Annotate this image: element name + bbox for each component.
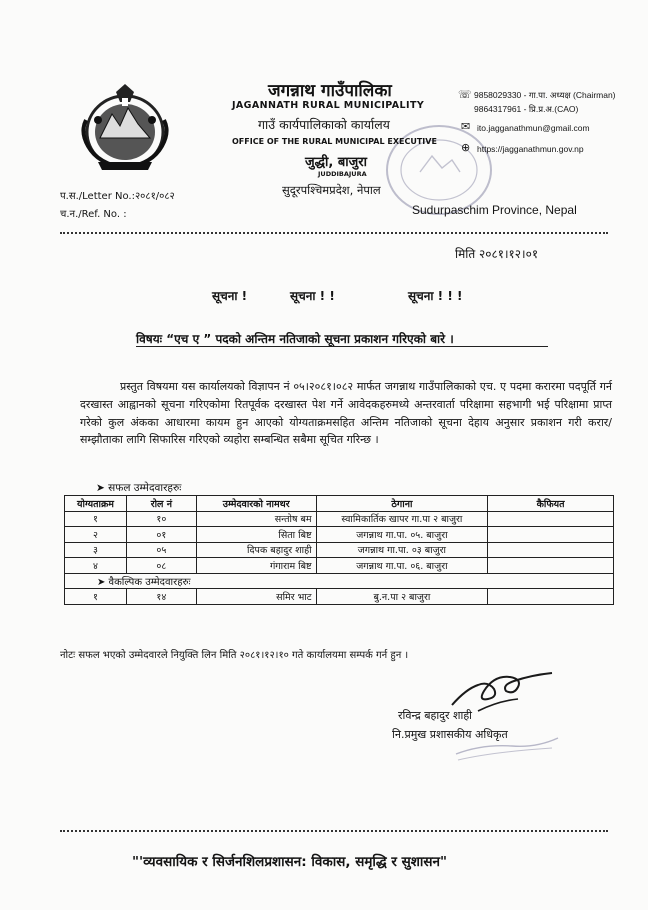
place-en: JUDDIBAJURA <box>318 170 367 178</box>
cell-name: समिर भाट <box>196 589 316 605</box>
cell-remarks <box>488 511 614 527</box>
cell-rank: १ <box>65 589 127 605</box>
cell-roll: ०१ <box>126 527 196 543</box>
place-np: जुद्धी, बाजुरा <box>305 155 367 170</box>
phone-icon: ☏ <box>458 88 472 101</box>
cell-address: बु.न.पा २ बाजुरा <box>316 589 488 605</box>
cell-roll: ०५ <box>126 542 196 558</box>
province-en: Sudurpaschim Province, Nepal <box>412 203 577 217</box>
cell-name: गंगाराम बिष्ट <box>196 558 316 574</box>
signatory-name: रविन्द्र बहादुर शाही <box>398 709 473 722</box>
cell-remarks <box>488 527 614 543</box>
subject-line: विषयः “एच ए ” पदको अन्तिम नतिजाको सूचना प्रकाशन गरिएको बारे । <box>136 332 454 346</box>
cell-name: दिपक बहादुर शाही <box>196 542 316 558</box>
table-row <box>65 511 614 527</box>
cell-address: स्वामिकार्तिक खापर गा.पा २ बाजुरा <box>316 511 488 527</box>
website-text: https://jagganathmun.gov.np <box>477 144 584 154</box>
cell-name: सिता बिष्ट <box>196 527 316 543</box>
table-row <box>65 542 614 558</box>
results-table <box>64 495 614 605</box>
province-np: सुदूरपश्चिमप्रदेश, नेपाल <box>282 183 381 197</box>
footer-divider <box>60 830 608 832</box>
cell-rank: २ <box>65 527 127 543</box>
cell-remarks <box>488 558 614 574</box>
office-name-np: गाउँ कार्यपालिकाको कार्यालय <box>258 117 390 132</box>
header-roll: रोल नं <box>126 496 196 512</box>
phone-chairman: 9858029330 - गा.पा. अध्यक्ष (Chairman) <box>474 90 616 100</box>
cell-roll: १० <box>126 511 196 527</box>
alternate-candidates-heading: ➤ वैकल्पिक उम्मेदवारहरुः <box>65 573 614 589</box>
table-row <box>65 558 614 574</box>
table-row <box>65 589 614 605</box>
letter-date: मिति २०८१।१२।०१ <box>455 247 539 261</box>
footer-slogan: "'व्यवसायिक र सिर्जनशिलप्रशासन: विकास, समृद्धि र सुशासन" <box>132 854 448 870</box>
email-text: ito.jagganathmun@gmail.com <box>477 123 590 133</box>
cell-roll: १४ <box>126 589 196 605</box>
notice-heading-3: सूचना ! ! ! <box>408 289 463 303</box>
cell-name: सन्तोष बम <box>196 511 316 527</box>
nepal-emblem-icon <box>78 80 172 174</box>
designation-stamp <box>452 732 562 762</box>
cell-rank: ३ <box>65 542 127 558</box>
municipality-name-en: JAGANNATH RURAL MUNICIPALITY <box>232 100 425 111</box>
phone-cao: 9864317961 - प्रि.प्र.अ.(CAO) <box>474 104 579 114</box>
letter-number: प.स./Letter No.:२०८१/०८२ <box>60 191 175 202</box>
header-address: ठेगाना <box>316 496 488 512</box>
cell-roll: ०८ <box>126 558 196 574</box>
alternate-heading-row <box>65 573 614 589</box>
cell-remarks <box>488 589 614 605</box>
cell-address: जगन्नाथ गा.पा. ०३ बाजुरा <box>316 542 488 558</box>
subject-underline <box>136 346 548 347</box>
note-text: नोटः सफल भएको उम्मेदवारले नियुक्ति लिन मिति २०८१।१२।१० गते कार्यालयमा सम्पर्क गर्न हुन । <box>60 650 409 661</box>
cell-address: जगन्नाथ गा.पा. ०५. बाजुरा <box>316 527 488 543</box>
header-divider <box>60 232 608 234</box>
cell-rank: ४ <box>65 558 127 574</box>
header-remarks: कैफियत <box>488 496 614 512</box>
successful-candidates-heading: ➤ सफल उम्मेदवारहरुः <box>96 482 182 494</box>
header-rank: योग्यताक्रम <box>65 496 127 512</box>
notice-heading-2: सूचना ! ! <box>290 289 335 303</box>
email-icon: ✉ <box>461 120 471 133</box>
table-row <box>65 527 614 543</box>
globe-icon: ⊕ <box>461 141 471 154</box>
signatory-title: नि.प्रमुख प्रशासकीय अधिकृत <box>392 728 508 741</box>
reference-number: च.न./Ref. No. : <box>60 209 127 220</box>
header-name: उम्मेदवारको नामथर <box>196 496 316 512</box>
body-paragraph: प्रस्तुत विषयमा यस कार्यालयको विज्ञापन नं ०५।२०८१।०८२ मार्फत जगन्नाथ गाउँपालिकाको एच. ए पदमा करारमा पदपूर्ति गर्न दरखास्त आह्वानको सूचना गरिएकोमा रितपूर्वक दरखास्त पेश गर्ने आवेदकहरुमध्ये अन्तरवार्ता परिक्षामा सहभागी भई परिक्षामा प्राप्त गरेको कुल अंकका आधारमा कायम हुन आएको योग्यताक्रमसहित अन्तिम नतिजाको सूचना देहाय अनुसार प्रकाशन गरी करार/सम्झौताका लागि सिफारिस गरिएको व्यहोरा सम्बन्धित सबैमा सूचित गरिन्छ । <box>80 380 612 447</box>
municipality-name-np: जगन्नाथ गाउँपालिका <box>268 81 392 101</box>
cell-rank: १ <box>65 511 127 527</box>
cell-remarks <box>488 542 614 558</box>
table-header-row <box>65 496 614 512</box>
notice-heading-1: सूचना ! <box>212 289 248 303</box>
cell-address: जगन्नाथ गा.पा. ०६. बाजुरा <box>316 558 488 574</box>
signature-mark <box>448 655 558 715</box>
office-name-en: OFFICE OF THE RURAL MUNICIPAL EXECUTIVE <box>232 137 437 146</box>
